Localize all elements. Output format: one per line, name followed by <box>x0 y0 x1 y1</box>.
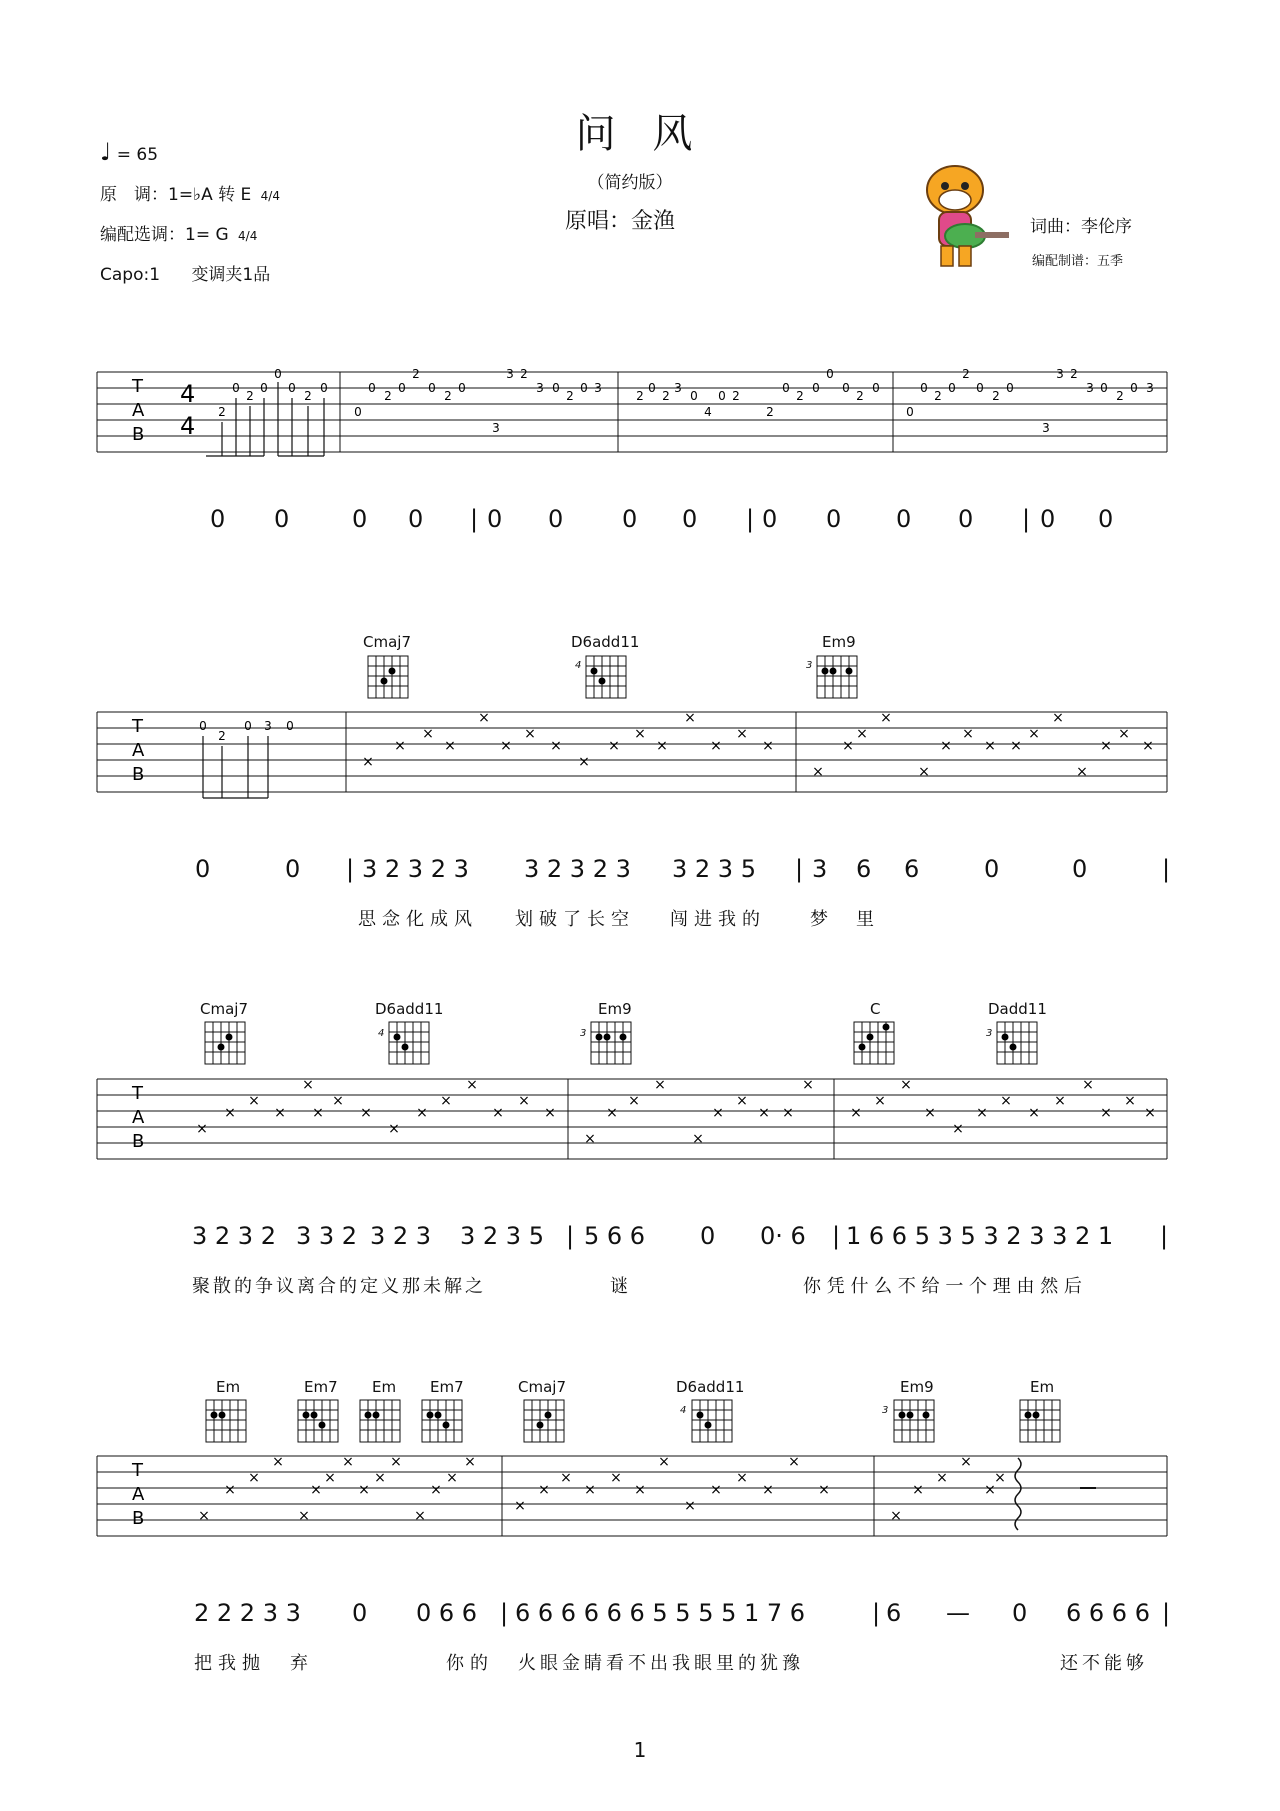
svg-text:×: × <box>196 1121 208 1137</box>
svg-text:×: × <box>918 764 930 780</box>
svg-text:0: 0 <box>232 381 240 395</box>
svg-text:×: × <box>414 1508 426 1524</box>
svg-text:0: 0 <box>274 367 282 381</box>
tab-staff-system-1 <box>0 360 1280 460</box>
svg-text:0: 0 <box>260 381 268 395</box>
svg-text:×: × <box>1082 1077 1094 1093</box>
capo-info: Capo:1 变调夹1品 <box>100 265 271 285</box>
svg-text:×: × <box>684 1498 696 1514</box>
chord-diagram-em9 <box>892 1396 938 1444</box>
svg-text:×: × <box>692 1131 704 1147</box>
svg-text:3: 3 <box>536 381 544 395</box>
svg-text:×: × <box>1028 1105 1040 1121</box>
tab-letter-b: B <box>132 424 145 445</box>
svg-text:0: 0 <box>552 381 560 395</box>
chord-name: Em <box>216 1378 241 1396</box>
svg-text:×: × <box>782 1105 794 1121</box>
svg-text:A: A <box>132 1484 145 1505</box>
svg-text:×: × <box>198 1508 210 1524</box>
svg-text:0: 0 <box>428 381 436 395</box>
svg-text:×: × <box>606 1105 618 1121</box>
svg-text:×: × <box>416 1105 428 1121</box>
svg-text:0: 0 <box>976 381 984 395</box>
svg-text:×: × <box>362 754 374 770</box>
chord-diagram-em <box>1018 1396 1064 1444</box>
svg-text:3: 3 <box>1086 381 1094 395</box>
svg-text:×: × <box>710 738 722 754</box>
svg-text:×: × <box>912 1482 924 1498</box>
svg-text:×: × <box>1100 738 1112 754</box>
svg-text:×: × <box>464 1454 476 1470</box>
svg-text:0: 0 <box>812 381 820 395</box>
svg-text:A: A <box>132 1107 145 1128</box>
svg-text:0: 0 <box>826 367 834 381</box>
original-singer: 原唱：金渔 <box>565 209 676 234</box>
svg-text:×: × <box>850 1105 862 1121</box>
svg-text:×: × <box>422 726 434 742</box>
svg-text:3: 3 <box>1056 367 1064 381</box>
svg-text:×: × <box>272 1454 284 1470</box>
chord-diagram-em7 <box>296 1396 342 1444</box>
time-sig-bottom: 4 <box>180 412 196 440</box>
svg-text:×: × <box>360 1105 372 1121</box>
svg-text:×: × <box>1118 726 1130 742</box>
svg-text:2: 2 <box>304 389 312 403</box>
svg-text:×: × <box>302 1077 314 1093</box>
quarter-note-icon: ♩ <box>100 138 112 166</box>
svg-text:×: × <box>984 1482 996 1498</box>
svg-text:4: 4 <box>704 405 712 419</box>
svg-text:×: × <box>952 1121 964 1137</box>
lyricist-composer: 词曲：李伦序 <box>1030 217 1132 237</box>
chord-name: Em9 <box>822 633 856 651</box>
svg-text:×: × <box>446 1470 458 1486</box>
svg-text:2: 2 <box>444 389 452 403</box>
svg-text:0: 0 <box>948 381 956 395</box>
svg-text:0: 0 <box>458 381 466 395</box>
svg-text:0: 0 <box>244 719 252 733</box>
svg-text:×: × <box>430 1482 442 1498</box>
svg-text:×: × <box>736 726 748 742</box>
original-time-signature: 4/4 <box>260 189 280 203</box>
svg-text:×: × <box>610 1470 622 1486</box>
svg-text:×: × <box>960 1454 972 1470</box>
svg-text:×: × <box>1052 710 1064 726</box>
svg-text:×: × <box>538 1482 550 1498</box>
svg-text:×: × <box>578 754 590 770</box>
svg-text:0: 0 <box>1130 381 1138 395</box>
svg-text:2: 2 <box>934 389 942 403</box>
svg-text:0: 0 <box>872 381 880 395</box>
svg-text:×: × <box>788 1454 800 1470</box>
chord-name: Cmaj7 <box>518 1378 566 1396</box>
svg-text:×: × <box>224 1482 236 1498</box>
svg-text:0: 0 <box>199 719 207 733</box>
tiger-guitar-logo <box>905 160 1015 275</box>
svg-text:×: × <box>312 1105 324 1121</box>
svg-text:2: 2 <box>412 367 420 381</box>
svg-text:×: × <box>466 1077 478 1093</box>
svg-text:0: 0 <box>286 719 294 733</box>
svg-text:0: 0 <box>1006 381 1014 395</box>
svg-text:×: × <box>1142 738 1154 754</box>
chord-diagram-d6add11 <box>690 1396 736 1444</box>
svg-text:×: × <box>550 738 562 754</box>
svg-text:2: 2 <box>636 389 644 403</box>
svg-text:×: × <box>514 1498 526 1514</box>
svg-text:×: × <box>628 1093 640 1109</box>
svg-text:2: 2 <box>566 389 574 403</box>
svg-text:2: 2 <box>732 389 740 403</box>
beam-group <box>203 736 268 798</box>
svg-text:×: × <box>924 1105 936 1121</box>
svg-text:2: 2 <box>218 405 226 419</box>
svg-text:0: 0 <box>782 381 790 395</box>
svg-text:0: 0 <box>690 389 698 403</box>
svg-text:×: × <box>1144 1105 1156 1121</box>
svg-text:3: 3 <box>1042 421 1050 435</box>
tab-letter-t: T <box>132 376 143 397</box>
svg-text:×: × <box>984 738 996 754</box>
svg-text:B: B <box>132 1131 145 1152</box>
svg-text:×: × <box>584 1482 596 1498</box>
tab-fret-numbers <box>199 719 294 743</box>
svg-text:×: × <box>656 738 668 754</box>
svg-text:×: × <box>390 1454 402 1470</box>
svg-text:3: 3 <box>506 367 514 381</box>
arpeggio-mark <box>1015 1458 1021 1530</box>
svg-text:×: × <box>994 1470 1006 1486</box>
svg-text:×: × <box>560 1470 572 1486</box>
svg-text:×: × <box>818 1482 830 1498</box>
svg-text:×: × <box>518 1093 530 1109</box>
svg-text:T: T <box>132 1460 143 1481</box>
svg-text:×: × <box>248 1093 260 1109</box>
svg-text:×: × <box>936 1470 948 1486</box>
chord-name: Dadd11 <box>988 1000 1047 1018</box>
arranger: 编配制谱：五季 <box>1032 254 1124 269</box>
svg-text:0: 0 <box>648 381 656 395</box>
svg-text:×: × <box>658 1454 670 1470</box>
svg-text:×: × <box>500 738 512 754</box>
svg-text:×: × <box>1028 726 1040 742</box>
chord-name: Em7 <box>304 1378 338 1396</box>
chord-diagram-d6add11 <box>387 1018 433 1066</box>
svg-text:0: 0 <box>1100 381 1108 395</box>
svg-text:×: × <box>544 1105 556 1121</box>
tab-staff-system-4 <box>0 1444 1280 1549</box>
tab-muted-x-marks <box>362 710 1154 780</box>
svg-text:×: × <box>634 1482 646 1498</box>
svg-text:×: × <box>374 1470 386 1486</box>
svg-text:×: × <box>712 1105 724 1121</box>
svg-text:3: 3 <box>674 381 682 395</box>
chord-diagram-c <box>852 1018 898 1066</box>
svg-text:×: × <box>976 1105 988 1121</box>
chord-name: C <box>870 1000 881 1018</box>
svg-text:×: × <box>684 710 696 726</box>
svg-text:0: 0 <box>906 405 914 419</box>
svg-text:2: 2 <box>520 367 528 381</box>
svg-text:0: 0 <box>368 381 376 395</box>
svg-text:×: × <box>608 738 620 754</box>
svg-text:×: × <box>342 1454 354 1470</box>
chord-diagram-em <box>358 1396 404 1444</box>
svg-text:×: × <box>880 710 892 726</box>
svg-text:×: × <box>440 1093 452 1109</box>
svg-text:2: 2 <box>796 389 804 403</box>
svg-text:×: × <box>890 1508 902 1524</box>
svg-text:A: A <box>132 740 145 761</box>
svg-text:×: × <box>1076 764 1088 780</box>
svg-text:2: 2 <box>662 389 670 403</box>
chord-diagram-em7 <box>420 1396 466 1444</box>
svg-text:×: × <box>762 1482 774 1498</box>
svg-text:×: × <box>358 1482 370 1498</box>
svg-text:×: × <box>962 726 974 742</box>
chord-name: D6add11 <box>375 1000 444 1018</box>
chord-diagram-em <box>204 1396 250 1444</box>
arranged-key: 编配选调：1= G 4/4 <box>100 225 258 245</box>
svg-text:×: × <box>758 1105 770 1121</box>
svg-text:0: 0 <box>320 381 328 395</box>
svg-text:×: × <box>1100 1105 1112 1121</box>
svg-text:×: × <box>634 726 646 742</box>
chord-name: Cmaj7 <box>200 1000 248 1018</box>
svg-text:×: × <box>394 738 406 754</box>
svg-text:T: T <box>132 1083 143 1104</box>
svg-text:×: × <box>492 1105 504 1121</box>
svg-text:2: 2 <box>384 389 392 403</box>
tab-muted-x-marks <box>196 1077 1156 1147</box>
chord-diagram-em9 <box>589 1018 635 1066</box>
arranged-time-signature: 4/4 <box>238 229 258 243</box>
svg-text:×: × <box>298 1508 310 1524</box>
chord-diagram-dadd11 <box>995 1018 1041 1066</box>
chord-name: Em <box>1030 1378 1055 1396</box>
tempo-marking <box>100 138 158 166</box>
svg-text:×: × <box>874 1093 886 1109</box>
svg-text:2: 2 <box>1116 389 1124 403</box>
svg-text:×: × <box>478 710 490 726</box>
chord-name: Cmaj7 <box>363 633 411 651</box>
svg-text:3: 3 <box>1146 381 1154 395</box>
svg-text:×: × <box>736 1093 748 1109</box>
svg-text:×: × <box>310 1482 322 1498</box>
svg-text:2: 2 <box>1070 367 1078 381</box>
svg-text:0: 0 <box>580 381 588 395</box>
svg-text:2: 2 <box>246 389 254 403</box>
original-key: 原 调：1=♭A 转 E 4/4 <box>100 185 280 205</box>
svg-text:×: × <box>654 1077 666 1093</box>
svg-text:×: × <box>802 1077 814 1093</box>
chord-name: D6add11 <box>571 633 640 651</box>
svg-text:2: 2 <box>766 405 774 419</box>
svg-text:×: × <box>762 738 774 754</box>
svg-text:0: 0 <box>920 381 928 395</box>
svg-text:2: 2 <box>856 389 864 403</box>
svg-text:×: × <box>1010 738 1022 754</box>
svg-text:2: 2 <box>992 389 1000 403</box>
tempo-value: = 65 <box>116 145 159 165</box>
chord-diagram-em9 <box>815 652 861 700</box>
chord-diagram-d6add11 <box>584 652 630 700</box>
page-number: 1 <box>633 1738 647 1762</box>
svg-text:×: × <box>1124 1093 1136 1109</box>
svg-text:×: × <box>224 1105 236 1121</box>
svg-text:T: T <box>132 716 143 737</box>
svg-text:×: × <box>332 1093 344 1109</box>
svg-text:3: 3 <box>492 421 500 435</box>
tab-fret-numbers <box>218 367 1154 435</box>
svg-text:×: × <box>324 1470 336 1486</box>
chord-diagram-cmaj7 <box>366 652 412 700</box>
tab-letter-a: A <box>132 400 145 421</box>
tab-staff-system-3 <box>0 1067 1280 1172</box>
svg-text:0: 0 <box>288 381 296 395</box>
svg-text:B: B <box>132 764 145 785</box>
svg-text:×: × <box>812 764 824 780</box>
svg-text:×: × <box>710 1482 722 1498</box>
chord-diagram-cmaj7 <box>203 1018 249 1066</box>
svg-text:×: × <box>1054 1093 1066 1109</box>
chord-name: Em7 <box>430 1378 464 1396</box>
chord-name: Em9 <box>900 1378 934 1396</box>
svg-text:2: 2 <box>962 367 970 381</box>
time-sig-top: 4 <box>180 380 196 408</box>
chord-diagram-cmaj7 <box>522 1396 568 1444</box>
tab-muted-x-marks <box>198 1454 1006 1524</box>
chord-name: Em9 <box>598 1000 632 1018</box>
song-title: 问 风 <box>575 111 705 157</box>
svg-text:B: B <box>132 1508 145 1529</box>
svg-text:3: 3 <box>594 381 602 395</box>
chord-name: D6add11 <box>676 1378 745 1396</box>
svg-text:0: 0 <box>354 405 362 419</box>
chord-name: Em <box>372 1378 397 1396</box>
svg-text:×: × <box>1000 1093 1012 1109</box>
svg-text:×: × <box>940 738 952 754</box>
svg-text:×: × <box>584 1131 596 1147</box>
svg-text:×: × <box>842 738 854 754</box>
svg-text:×: × <box>856 726 868 742</box>
svg-text:2: 2 <box>218 729 226 743</box>
svg-text:3: 3 <box>264 719 272 733</box>
svg-text:×: × <box>444 738 456 754</box>
svg-text:×: × <box>900 1077 912 1093</box>
song-subtitle: （简约版） <box>587 173 673 193</box>
svg-text:×: × <box>736 1470 748 1486</box>
svg-text:×: × <box>388 1121 400 1137</box>
svg-text:×: × <box>274 1105 286 1121</box>
svg-text:0: 0 <box>718 389 726 403</box>
svg-text:×: × <box>524 726 536 742</box>
tab-staff-system-2 <box>0 700 1280 805</box>
svg-text:×: × <box>248 1470 260 1486</box>
svg-text:0: 0 <box>398 381 406 395</box>
svg-text:0: 0 <box>842 381 850 395</box>
